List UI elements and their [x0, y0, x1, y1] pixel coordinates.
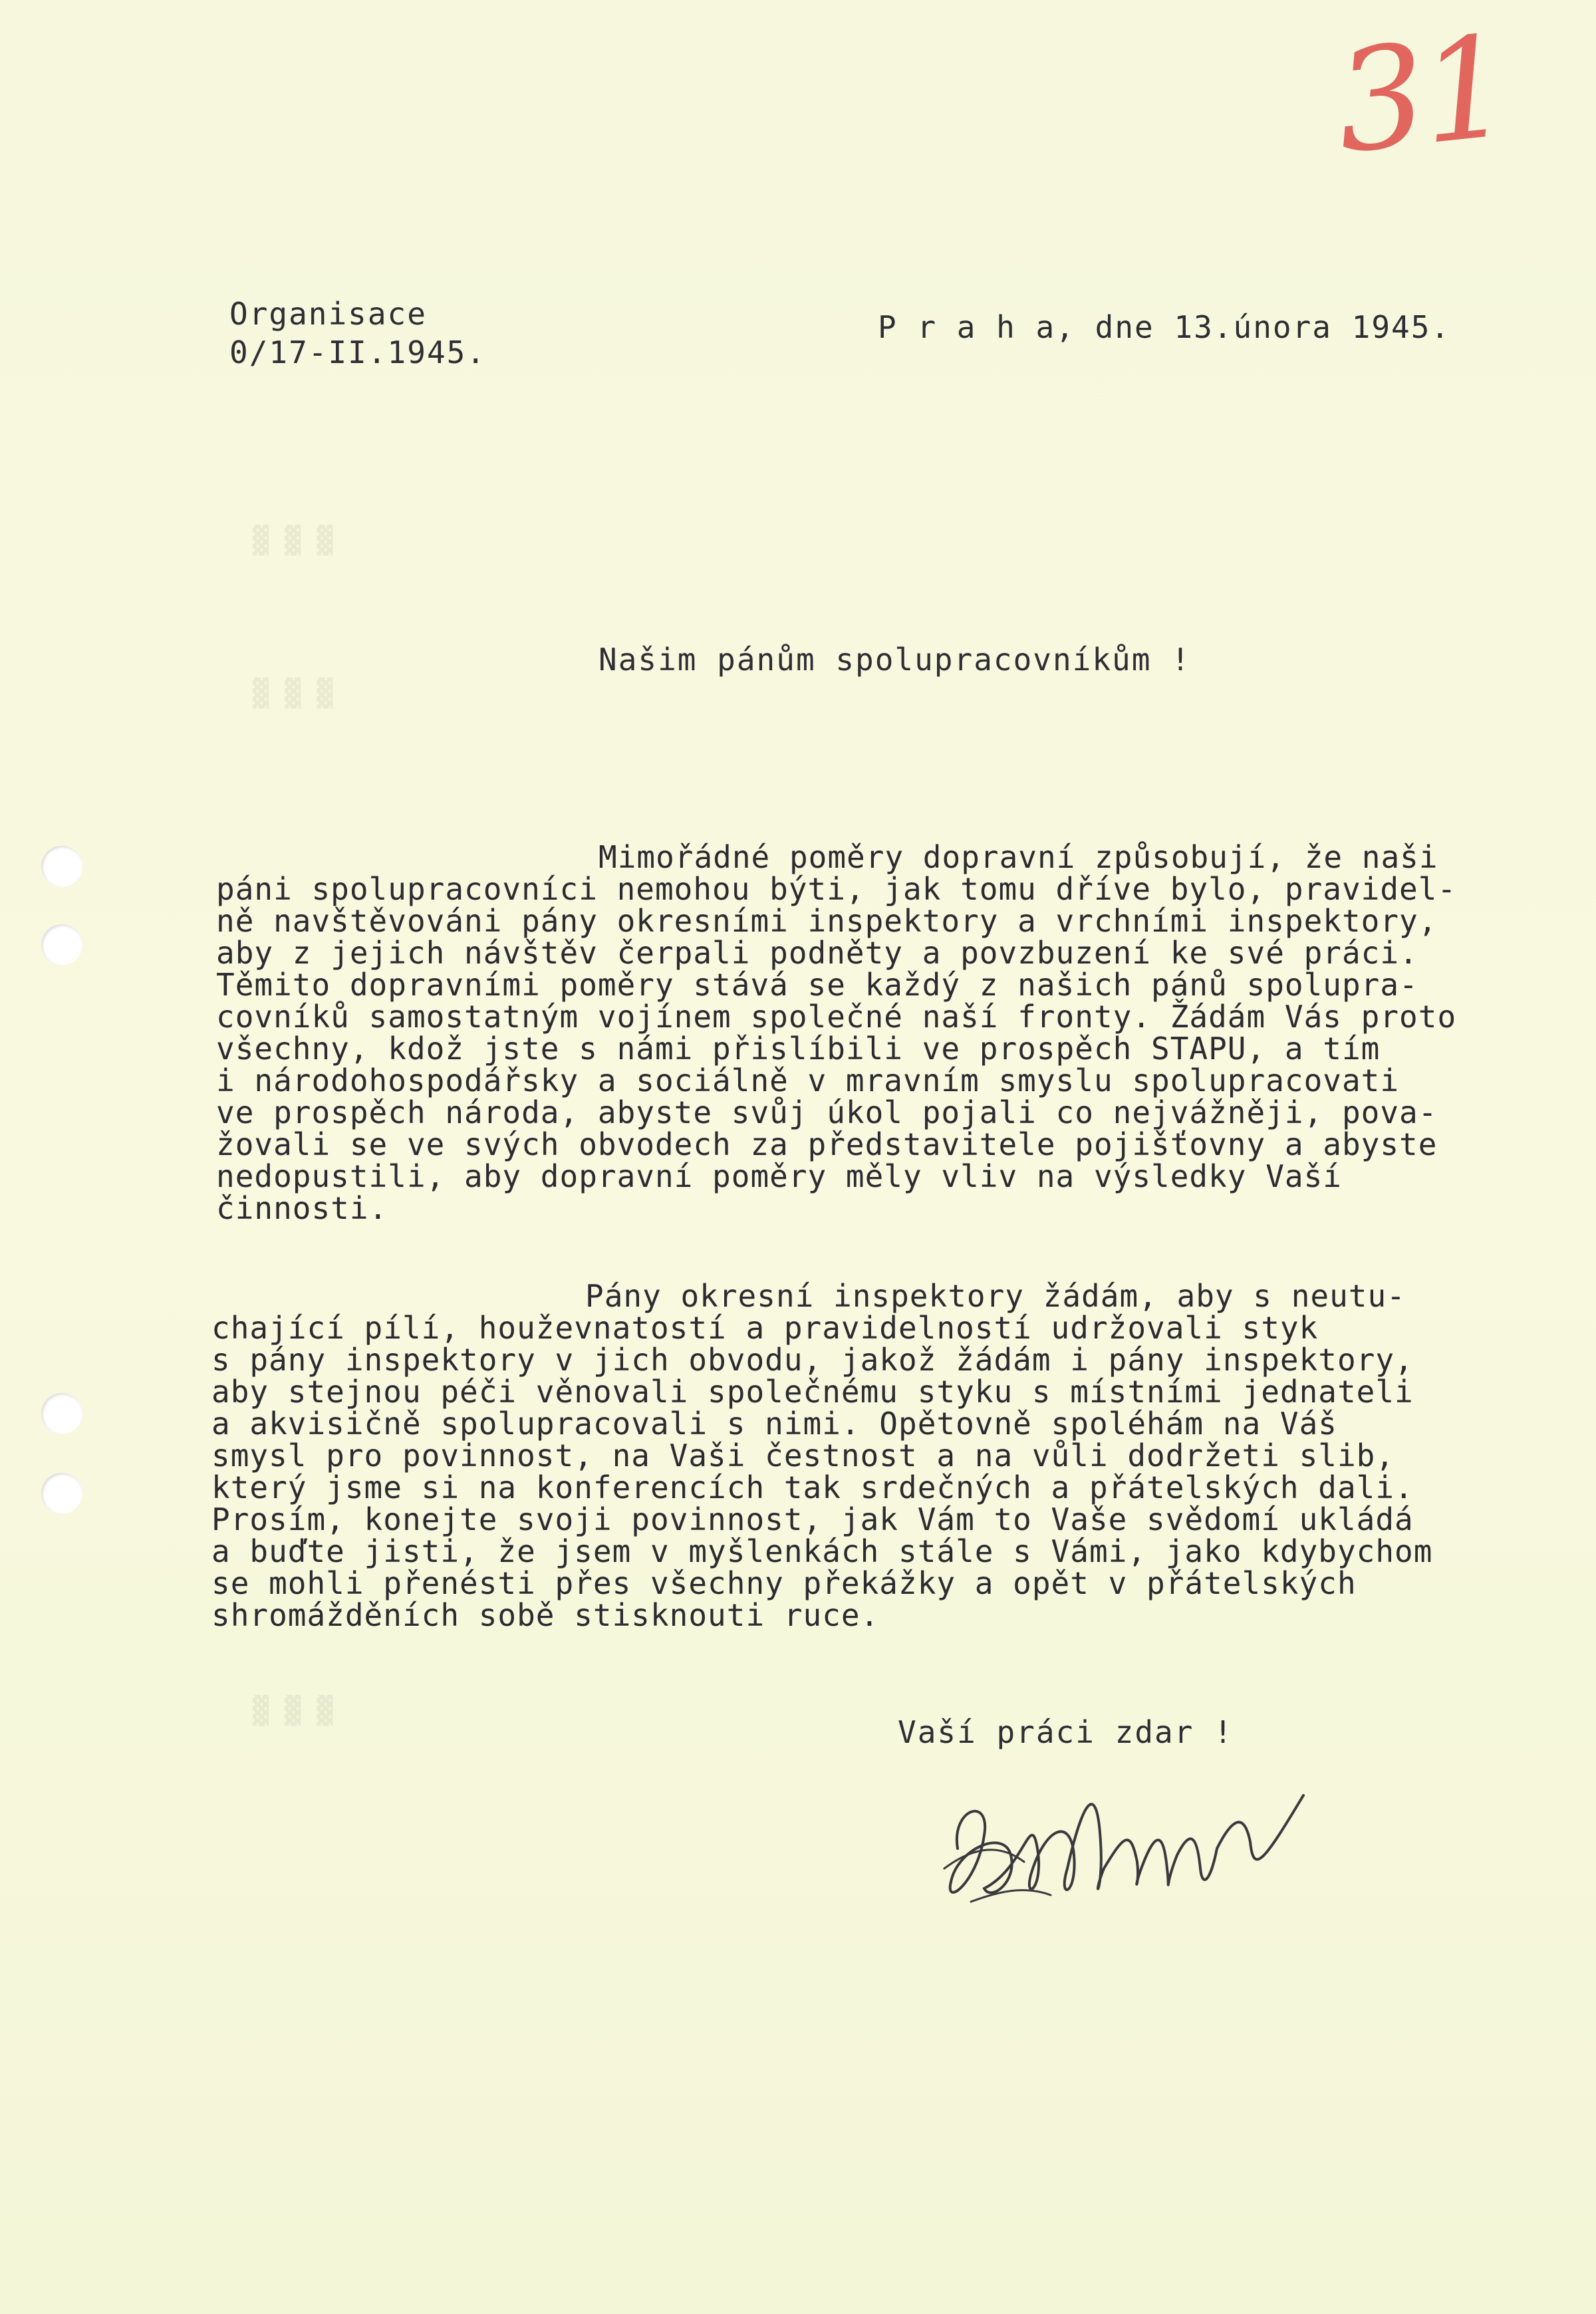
organisation-label: Organisace: [229, 296, 427, 332]
text-line: Pány okresní inspektory žádám, aby s neutu-: [585, 1278, 1406, 1314]
punch-hole: [41, 1393, 82, 1434]
closing: Vaší práci zdar !: [898, 1714, 1234, 1750]
text-line: a akvisičně spolupracovali s nimi. Opětovně spoléhám na Váš: [211, 1406, 1337, 1442]
text-line: covníků samostatným vojínem společné naší fronty. Žádám Vás proto: [216, 999, 1457, 1035]
text-line: Mimořádné poměry dopravní způsobují, že naši: [598, 839, 1438, 875]
punch-hole: [41, 1473, 82, 1514]
text-line: smysl pro povinnost, na Vaši čestnost a na vůli dodržeti slib,: [211, 1438, 1395, 1474]
text-line: a buďte jisti, že jsem v myšlenkách stále s Vámi, jako kdybychom: [211, 1533, 1433, 1569]
show-through-mark: ▓ ▓ ▓: [253, 1696, 333, 1726]
punch-hole: [41, 846, 82, 887]
text-line: se mohli přenésti přes všechny překážky a opět v přátelských: [211, 1565, 1357, 1601]
text-line: aby z jejich návštěv čerpali podněty a povzbuzení ke své práci.: [216, 935, 1418, 971]
punch-hole: [41, 924, 82, 965]
text-line: který jsme si na konferencích tak srdečných a přátelských dali.: [211, 1470, 1414, 1505]
text-line: Prosím, konejte svoji povinnost, jak Vám to Vaše svědomí ukládá: [211, 1501, 1414, 1537]
text-line: Těmito dopravními poměry stává se každý z našich pánů spolupra-: [216, 967, 1418, 1003]
text-line: žovali se ve svých obvodech za představitele pojišťovny a abyste: [216, 1126, 1438, 1162]
text-line: shromážděních sobě stisknouti ruce.: [211, 1597, 880, 1633]
show-through-mark: ▓ ▓ ▓: [253, 678, 333, 709]
text-line: ve prospěch národa, abyste svůj úkol pojali co nejvážněji, pova-: [216, 1094, 1438, 1130]
text-line: činnosti.: [216, 1190, 388, 1226]
handwritten-signature: [931, 1769, 1343, 1922]
show-through-mark: ▓ ▓ ▓: [253, 525, 333, 556]
reference-number: 0/17-II.1945.: [229, 334, 487, 370]
text-line: páni spolupracovníci nemohou býti, jak tomu dříve bylo, pravidel-: [216, 871, 1457, 907]
text-line: nedopustili, aby dopravní poměry měly vliv na výsledky Vaší: [216, 1158, 1342, 1194]
page-number: 31: [1328, 5, 1515, 185]
text-line: aby stejnou péči věnovali společnému styku s místními jednateli: [211, 1374, 1414, 1410]
salutation: Našim pánům spolupracovníkům !: [598, 642, 1191, 678]
text-line: chající pílí, houževnatostí a pravidelností udržovali styk: [211, 1310, 1319, 1346]
text-line: s pány inspektory v jich obvodu, jakož žádám i pány inspektory,: [211, 1342, 1414, 1378]
text-line: ně navštěvováni pány okresními inspektory a vrchními inspektory,: [216, 903, 1438, 939]
text-line: všechny, kdož jste s námi přislíbili ve prospěch STAPU, a tím: [216, 1031, 1381, 1067]
text-line: i národohospodářsky a sociálně v mravním smyslu spolupracovati: [216, 1063, 1400, 1098]
place-and-date: P r a h a, dne 13.února 1945.: [878, 309, 1451, 345]
